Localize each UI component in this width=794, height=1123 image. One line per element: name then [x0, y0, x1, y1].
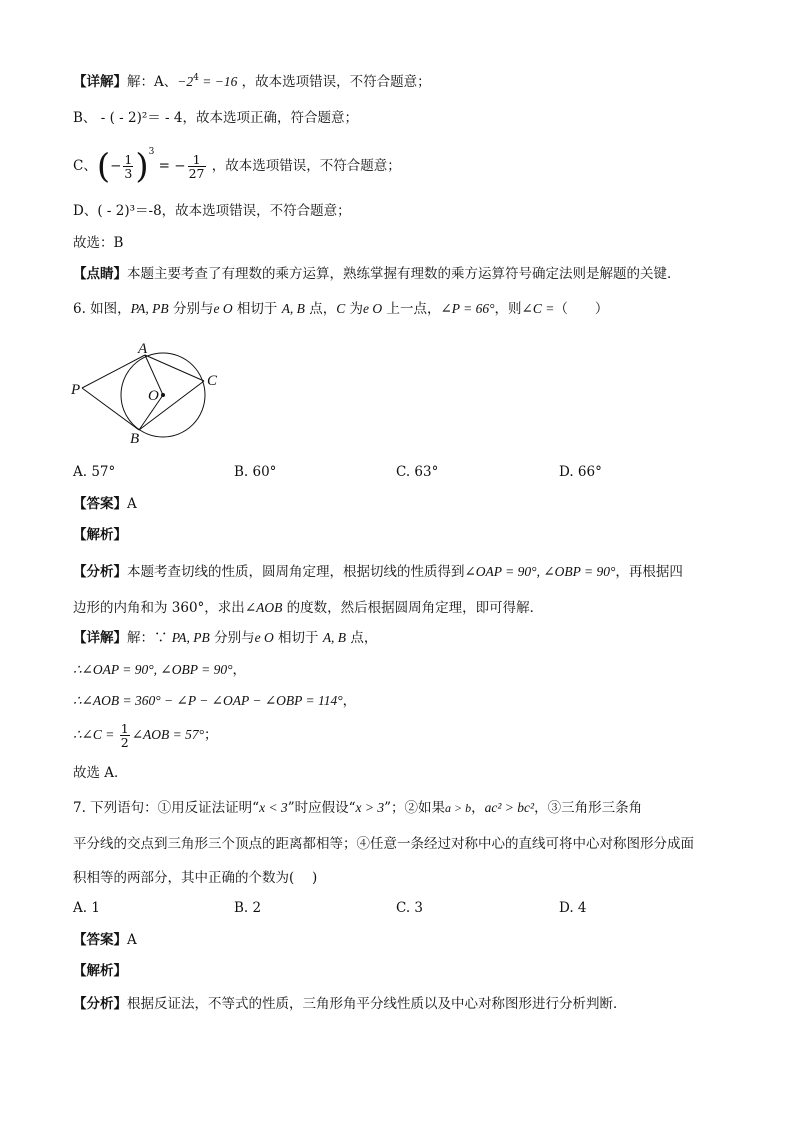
q6-stem: 6. 如图，PA, PB 分别与e O 相切于 A, B 点，C 为e O 上一点，∠P = 66°，则∠C =（ ） — [73, 301, 609, 317]
q6-choose: 故选 A． — [73, 765, 128, 781]
q6-fenxi-line1: 【分析】本题考查切线的性质，圆周角定理，根据切线的性质得到∠OAP = 90°, ∠OBP = 90°，再根据四 — [73, 564, 683, 580]
q6-step1: ∴∠OAP = 90°, ∠OBP = 90°， — [73, 662, 246, 678]
tangent-pb — [82, 388, 139, 430]
center-dot — [161, 393, 165, 397]
q5-detail-line-b: B、 - ( - 2)²＝ - 4，故本选项正确，符合题意； — [73, 110, 358, 126]
label-p: P — [71, 382, 81, 398]
q6-option-d: D. 66° — [559, 464, 602, 480]
q7-option-a: A. 1 — [73, 900, 100, 916]
q7-analysis-heading: 【解析】 — [73, 963, 127, 979]
q7-option-b: B. 2 — [234, 900, 262, 916]
q6-option-b: B. 60° — [234, 464, 277, 480]
q6-analysis-heading: 【解析】 — [73, 527, 127, 543]
q6-step3: ∴∠C = $\frac{1}{2}$ ∠AOB = 57°； — [73, 721, 218, 750]
tangent-pa — [82, 355, 145, 388]
q6-option-a: A. 57° — [73, 464, 116, 480]
q5-answer: 故选：B — [73, 235, 124, 251]
q7-option-d: D. 4 — [559, 900, 587, 916]
q7-stem-line3: 积相等的两部分，其中正确的个数为( ) — [73, 870, 318, 886]
label-o: O — [148, 388, 159, 404]
q5-comment: 【点睛】本题主要考查了有理数的乘方运算，熟练掌握有理数的乘方运算符号确定法则是解题的关键． — [73, 266, 681, 282]
q7-option-c: C. 3 — [396, 900, 424, 916]
label-a: A — [138, 341, 148, 357]
q6-detail-line: 【详解】解：∵ PA, PB 分别与e O 相切于 A, B 点， — [73, 630, 378, 646]
q6-step2: ∴∠AOB = 360° − ∠P − ∠OAP − ∠OBP = 114°， — [73, 693, 357, 709]
q5-detail-line-c: C、(− $\frac{1}{3}$ )$^3$ = − $\frac{1}{27}$ ，故本选项错误，不符合题意； — [73, 146, 401, 187]
q6-answer: 【答案】A — [73, 496, 137, 512]
q6-option-c: C. 63° — [396, 464, 439, 480]
q6-fenxi-line2: 边形的内角和为 360°，求出∠AOB 的度数，然后根据圆周角定理，即可得解． — [73, 600, 544, 616]
label-c: C — [207, 373, 218, 389]
label-b: B — [130, 431, 140, 447]
q7-stem-line2: 平分线的交点到三角形三个顶点的距离都相等；④任意一条经过对称中心的直线可将中心对称图形分成面 — [73, 836, 694, 852]
q5-detail-line-a: 【详解】解：A、$-2^4 = -16$ ，故本选项错误，不符合题意； — [73, 73, 431, 90]
q5-detail-line-d: D、( - 2)³＝-8，故本选项错误，不符合题意； — [73, 203, 351, 219]
q6-figure — [68, 338, 228, 448]
q7-fenxi: 【分析】根据反证法，不等式的性质，三角形角平分线性质以及中心对称图形进行分析判断． — [73, 996, 627, 1012]
q7-stem-line1: 7. 下列语句：①用反证法证明“x < 3”时应假设“x > 3”；②如果a > b，ac² > bc²，③三角形三条角 — [73, 800, 643, 816]
q7-answer: 【答案】A — [73, 932, 137, 948]
